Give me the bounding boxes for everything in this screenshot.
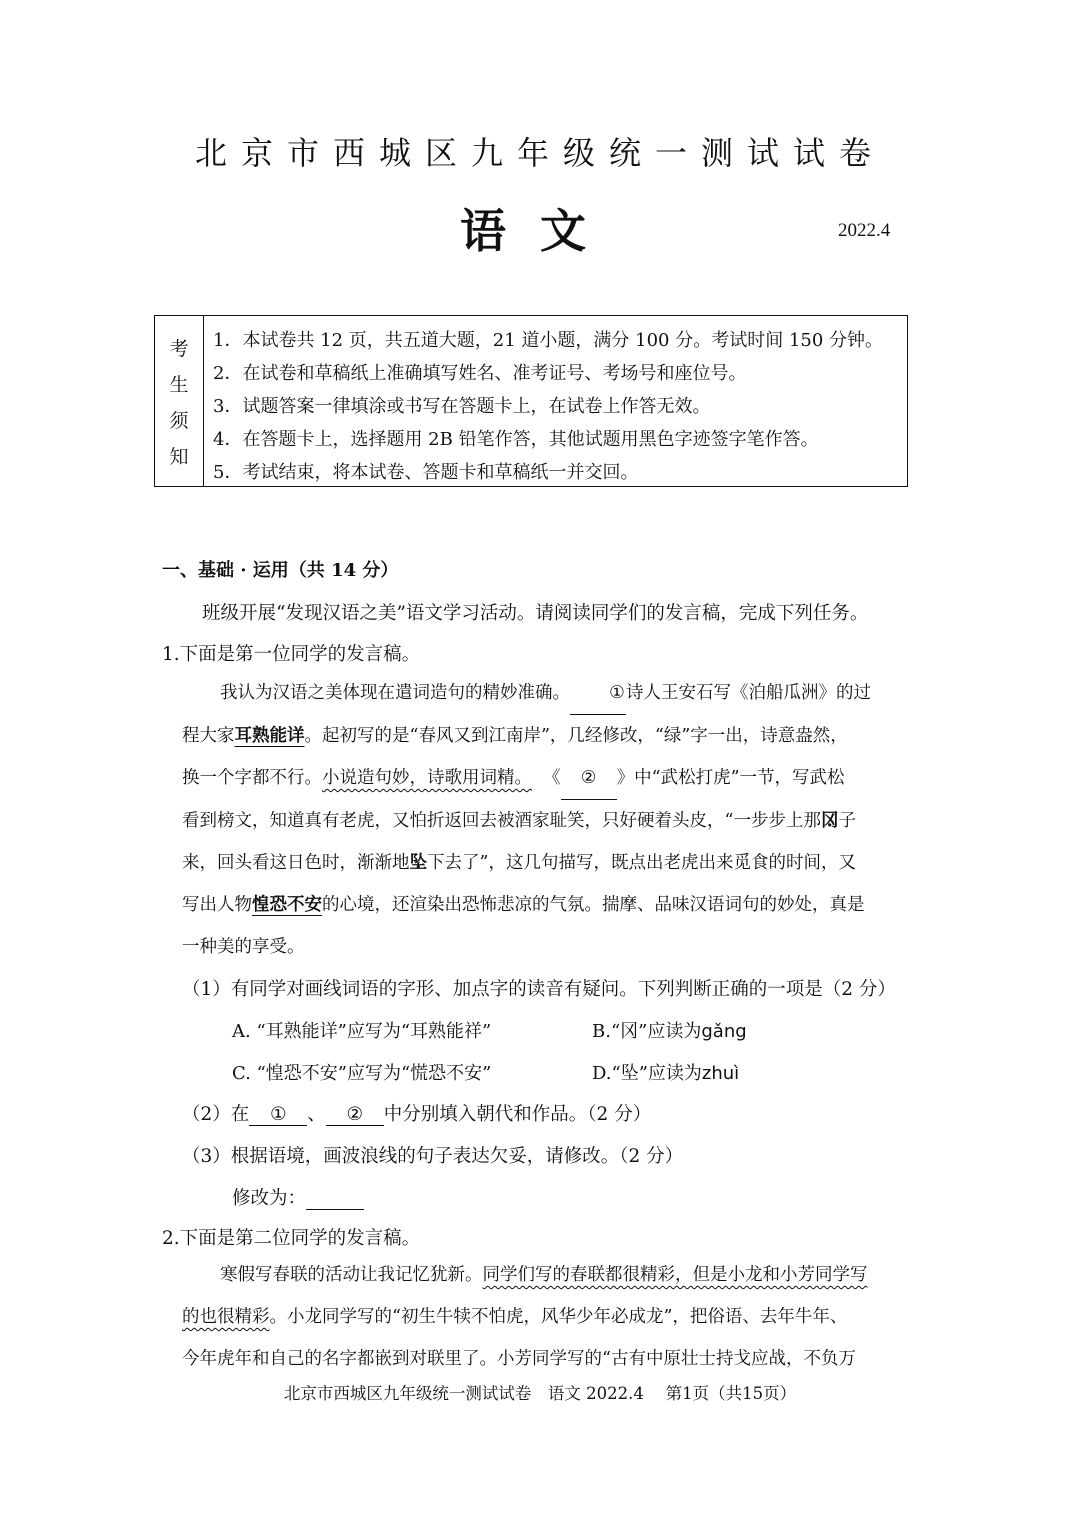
blank-2-ref: ② xyxy=(326,1104,384,1126)
blank-2: ② xyxy=(561,757,617,800)
dotted-char: 冈 xyxy=(820,811,839,831)
exam-title: 北京市西城区九年级统一测试试卷 xyxy=(194,134,885,172)
sub-question-1: （1）有同学对画线词语的字形、加点字的读音有疑问。下列判断正确的一项是（2 分） xyxy=(182,979,896,1000)
passage-2 xyxy=(182,1254,917,1380)
section-intro: 班级开展“发现汉语之美”语文学习活动。请阅读同学们的发言稿，完成下列任务。 xyxy=(202,603,869,624)
dotted-char: 坠 xyxy=(409,853,427,873)
page-footer: 北京市西城区九年级统一测试试卷 语文 2022.4 第1页（共15页） xyxy=(283,1384,797,1403)
notice-item: 3．试题答案一律填涂或书写在答题卡上，在试卷上作答无效。 xyxy=(213,396,711,417)
question-2-stem: 2.下面是第二位同学的发言稿。 xyxy=(162,1228,421,1249)
passage-line: 今年虎年和自己的名字都嵌到对联里了。小芳同学写的“古有中原壮士持戈应战，不负万 xyxy=(182,1349,856,1369)
blank-1: ① xyxy=(570,672,626,715)
passage-line: 我认为汉语之美体现在遣词造句的精妙准确。 ①诗人王安石写《泊船瓜洲》的过 xyxy=(182,672,917,715)
notice-label xyxy=(155,316,204,486)
passage-line: 看到榜文，知道真有老虎，又怕折返回去被酒家耻笑，只好硬着头皮，“一步步上那冈子 xyxy=(182,811,856,831)
wavy-sentence: 小说造句妙，诗歌用词精。 xyxy=(322,768,532,788)
notice-item: 2．在试卷和草稿纸上准确填写姓名、准考证号、考场号和座位号。 xyxy=(213,363,747,384)
pinyin: gǎng xyxy=(701,1021,747,1042)
sub-question-3: （3）根据语境，画波浪线的句子表达欠妥，请修改。（2 分） xyxy=(182,1146,684,1167)
question-1-stem: 1.下面是第一位同学的发言稿。 xyxy=(162,644,421,665)
passage-line: 换一个字都不行。小说造句妙，诗歌用词精。 《 ② 》中“武松打虎”一节，写武松 xyxy=(182,757,917,800)
passage-line: 寒假写春联的活动让我记忆犹新。同学们写的春联都很精彩，但是小龙和小芳同学写 xyxy=(220,1265,868,1285)
notice-item: 1．本试卷共 12 页，共五道大题，21 道小题，满分 100 分。考试时间 150 分钟。 xyxy=(213,330,884,351)
option-a: A. “耳熟能详”应写为“耳熟能祥” xyxy=(232,1021,492,1042)
exam-date: 2022.4 xyxy=(838,220,891,241)
option-c: C. “惶恐不安”应写为“慌恐不安” xyxy=(232,1063,492,1084)
option-d: D.“坠”应读为zhuì xyxy=(592,1063,740,1084)
wavy-sentence: 同学们写的春联都很精彩，但是小龙和小芳同学写 xyxy=(482,1265,868,1285)
answer-blank[interactable] xyxy=(306,1188,364,1210)
revise-line: 修改为： xyxy=(232,1184,364,1210)
notice-item: 5．考试结束，将本试卷、答题卡和草稿纸一并交回。 xyxy=(213,462,639,483)
passage-line: 写出人物惶恐不安的心境，还渲染出恐怖悲凉的气氛。揣摩、品味汉语词句的妙处，真是 xyxy=(182,895,865,915)
notice-item: 4．在答题卡上，选择题用 2B 铅笔作答，其他试题用黑色字迹签字笔作答。 xyxy=(213,429,819,450)
subject-title: 语文 xyxy=(460,204,620,258)
pinyin: zhuì xyxy=(701,1063,740,1084)
blank-1-ref: ① xyxy=(249,1104,307,1126)
notice-list xyxy=(213,324,883,489)
passage-line: 程大家耳熟能详。起初写的是“春风又到江南岸”，几经修改，“绿”字一出，诗意盎然， xyxy=(182,726,848,746)
notice-box xyxy=(154,315,908,487)
passage-line: 一种美的享受。 xyxy=(182,937,305,957)
section-title: 一、基础 · 运用（共 14 分） xyxy=(162,560,399,581)
sub-question-2: （2）在 ① 、 ② 中分别填入朝代和作品。（2 分） xyxy=(182,1104,652,1125)
notice-label-char: 生 xyxy=(169,373,189,396)
underlined-word: 耳熟能详 xyxy=(234,726,305,746)
passage-line: 来，回头看这日色时，渐渐地坠下去了”，这几句描写，既点出老虎出来觅食的时间，又 xyxy=(182,853,856,873)
underlined-word: 惶恐不安 xyxy=(252,895,322,915)
wavy-sentence: 的也很精彩 xyxy=(182,1307,270,1327)
passage-line: 的也很精彩。小龙同学写的“初生牛犊不怕虎，风华少年必成龙”，把俗语、去年牛年、 xyxy=(182,1307,848,1327)
notice-label-char: 考 xyxy=(169,337,189,360)
notice-label-char: 知 xyxy=(169,445,189,468)
notice-label-char: 须 xyxy=(169,409,189,432)
option-b: B.“冈”应读为gǎng xyxy=(592,1021,747,1042)
passage-1 xyxy=(182,672,917,968)
